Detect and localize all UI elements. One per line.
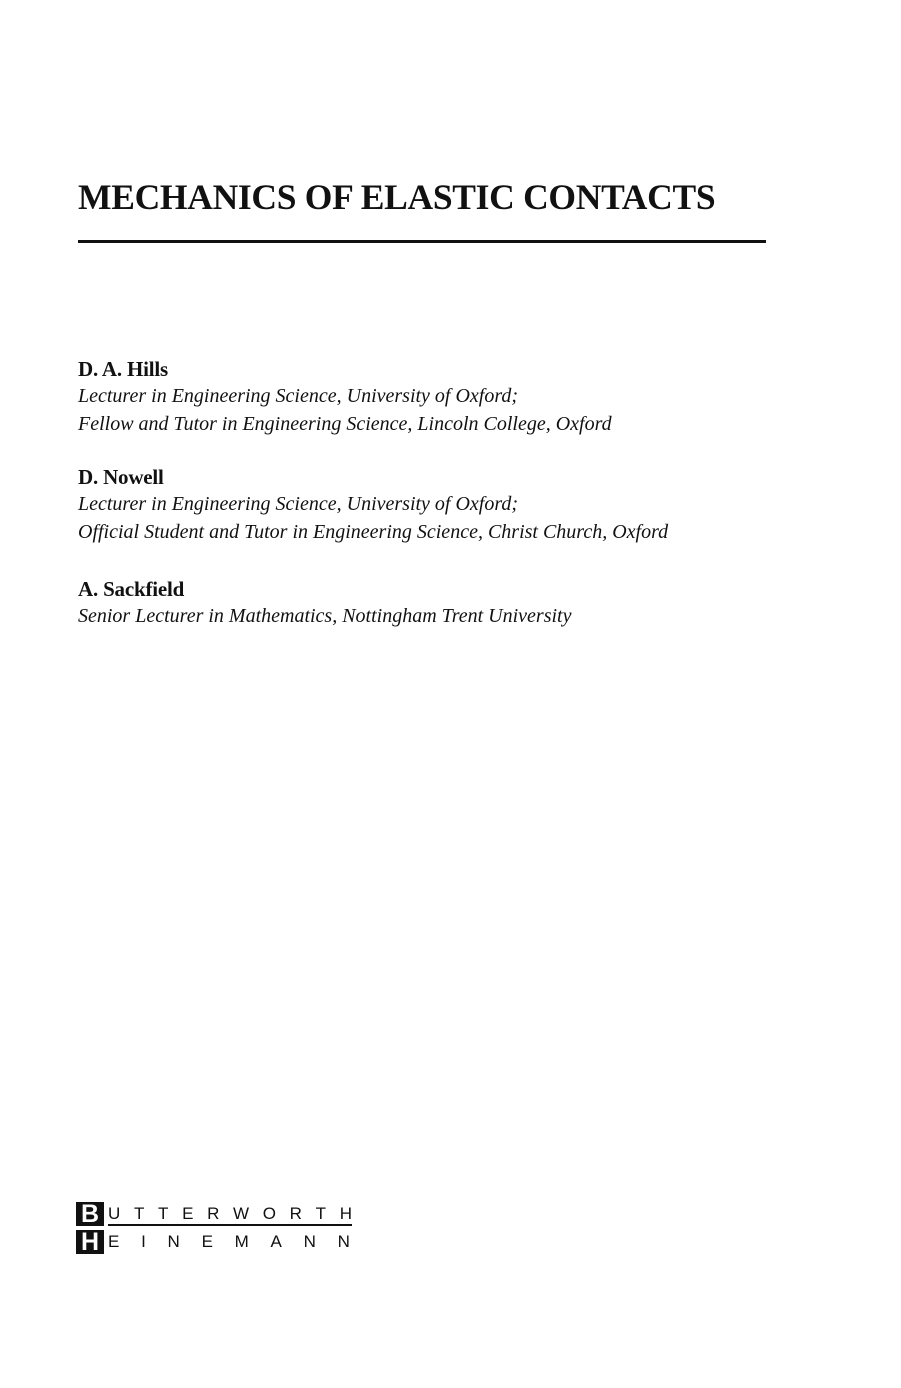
author-block-sackfield [78, 576, 571, 630]
logo-letter: T [158, 1204, 169, 1223]
author-affiliation: Official Student and Tutor in Engineering Science, Christ Church, Oxford [78, 521, 669, 543]
author-affiliation: Lecturer in Engineering Science, University of Oxford; [78, 493, 519, 515]
logo-letter: W [233, 1204, 250, 1223]
logo-letter: E [201, 1232, 213, 1251]
publisher-word-butterworth [108, 1204, 352, 1226]
author-name: D. Nowell [78, 465, 164, 489]
logo-letter: M [234, 1232, 249, 1251]
logo-letter: A [270, 1232, 282, 1251]
logo-letter: E [182, 1204, 194, 1223]
logo-letter: T [315, 1204, 327, 1223]
author-affiliation: Fellow and Tutor in Engineering Science, Lincoln College, Oxford [78, 413, 612, 435]
logo-letter: N [303, 1232, 316, 1251]
publisher-initial-b: B [76, 1202, 104, 1226]
book-title: MECHANICS OF ELASTIC CONTACTS [78, 177, 716, 217]
logo-letter: U [108, 1204, 121, 1223]
logo-letter: H [339, 1204, 352, 1223]
logo-letter: R [289, 1204, 302, 1223]
logo-letter: E [108, 1232, 120, 1251]
logo-letter: I [141, 1232, 146, 1251]
title-underline-rule [78, 240, 766, 243]
logo-letter: N [337, 1232, 350, 1251]
publisher-initial-h: H [76, 1230, 104, 1254]
author-block-hills [78, 356, 612, 438]
publisher-word-heinemann [108, 1232, 350, 1256]
logo-letter: R [207, 1204, 220, 1223]
author-name: D. A. Hills [78, 357, 168, 381]
logo-letter: O [262, 1204, 276, 1223]
author-affiliation: Lecturer in Engineering Science, University of Oxford; [78, 385, 519, 407]
author-block-nowell [78, 464, 668, 546]
logo-letter: T [133, 1204, 145, 1223]
author-name: A. Sackfield [78, 577, 185, 601]
logo-letter: N [167, 1232, 180, 1251]
publisher-logo [76, 1202, 356, 1258]
author-affiliation: Senior Lecturer in Mathematics, Nottingham Trent University [78, 605, 572, 627]
